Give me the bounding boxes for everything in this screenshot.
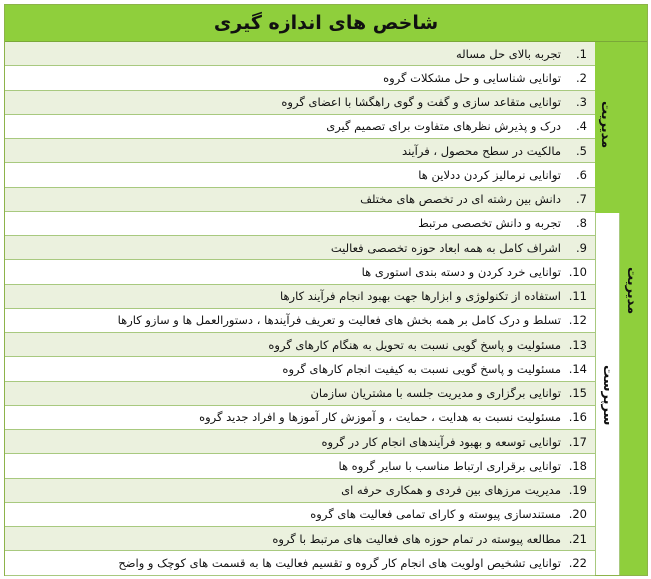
row-number: 19. (568, 483, 587, 498)
row-number: 3. (576, 95, 587, 110)
table-row (5, 454, 595, 478)
row-text: توانایی خرد کردن و دسته بندی استوری ها (361, 264, 561, 279)
row-text: مسئولیت و پاسخ گویی نسبت به کیفیت انجام کارهای گروه (282, 361, 561, 376)
row-number: 13. (568, 337, 587, 352)
table-row (5, 309, 595, 333)
table-row (5, 430, 595, 454)
row-number: 5. (576, 143, 587, 158)
row-text: درک و پذیرش نظرهای متفاوت برای تصمیم گیری (326, 119, 561, 134)
row-text: تجربه و دانش تخصصی مرتبط (418, 216, 561, 231)
row-text: مسئولیت نسبت به هدایت ، حمایت ، و آموزش کار آموزها و افراد جدید گروه (199, 410, 561, 425)
table-row (5, 212, 595, 236)
table-title: شاخص های اندازه گیری (5, 5, 647, 42)
row-text: تسلط و درک کامل بر همه بخش های فعالیت و تعریف فرآیندها ، دستورالعمل ها و سازو کارها (117, 313, 561, 328)
row-number: 10. (568, 264, 587, 279)
table-row (5, 91, 595, 115)
row-text: مستندسازی پیوسته و کارای تمامی فعالیت های گروه (310, 507, 561, 522)
table-row (5, 527, 595, 551)
row-text: تجربه بالای حل مساله (456, 46, 561, 61)
row-text: دانش بین رشته ای در تخصص های مختلف (360, 192, 561, 207)
table-row (5, 236, 595, 260)
row-text: توانایی برقراری ارتباط مناسب با سایر گروه ها (338, 458, 561, 473)
table-row (5, 115, 595, 139)
management-label: مدیریت (598, 101, 613, 149)
row-text: مدیریت مرزهای بین فردی و همکاری حرفه ای (341, 483, 561, 498)
table-row (5, 551, 595, 575)
outer-management-label: مدیریت (624, 267, 639, 315)
table-row (5, 285, 595, 309)
table-row (5, 66, 595, 90)
row-number: 18. (568, 458, 587, 473)
row-text: مالکیت در سطح محصول ، فرآیند (401, 143, 561, 158)
row-number: 11. (568, 289, 587, 304)
row-text: توانایی توسعه و بهبود فرآیندهای انجام کار در گروه (321, 434, 561, 449)
table-row (5, 139, 595, 163)
row-number: 16. (568, 410, 587, 425)
table-row (5, 42, 595, 66)
row-number: 12. (568, 313, 587, 328)
row-text: توانایی شناسایی و حل مشکلات گروه (383, 70, 561, 85)
row-text: استفاده از تکنولوژی و ابزارها جهت بهبود انجام فرآیند کارها (279, 289, 561, 304)
measurement-table (4, 4, 648, 576)
row-text: توانایی تشخیص اولویت های انجام کار گروه و تقسیم فعالیت ها به قسمت های کوچک و واضح (118, 555, 561, 570)
row-number: 14. (568, 361, 587, 376)
table-row (5, 382, 595, 406)
table-row (5, 503, 595, 527)
table-row (5, 333, 595, 357)
row-number: 1. (576, 46, 587, 61)
row-number: 6. (576, 167, 587, 182)
supervision-label: سرپرست (600, 365, 615, 426)
row-number: 15. (568, 386, 587, 401)
row-text: توانایی نرمالیز کردن ددلاین ها (418, 167, 561, 182)
row-text: مسئولیت و پاسخ گویی نسبت به تحویل به هنگام کارهای گروه (268, 337, 561, 352)
table-row (5, 479, 595, 503)
row-number: 9. (576, 240, 587, 255)
row-text: مطالعه پیوسته در تمام حوزه های فعالیت های مرتبط با گروه (272, 531, 561, 546)
table-row (5, 357, 595, 381)
row-number: 4. (576, 119, 587, 134)
row-number: 22. (568, 555, 587, 570)
row-number: 20. (568, 507, 587, 522)
row-number: 7. (576, 192, 587, 207)
row-text: توانایی برگزاری و مدیریت جلسه با مشتریان سازمان (310, 386, 561, 401)
row-number: 21. (568, 531, 587, 546)
table-row (5, 188, 595, 212)
table-row (5, 260, 595, 284)
row-number: 17. (568, 434, 587, 449)
row-number: 2. (576, 70, 587, 85)
row-text: توانایی متقاعد سازی و گفت و گوی راهگشا با اعضای گروه (281, 95, 561, 110)
table-row (5, 163, 595, 187)
table-row (5, 406, 595, 430)
row-text: اشراف کامل به همه ابعاد حوزه تخصصی فعالیت (330, 240, 561, 255)
row-number: 8. (576, 216, 587, 231)
